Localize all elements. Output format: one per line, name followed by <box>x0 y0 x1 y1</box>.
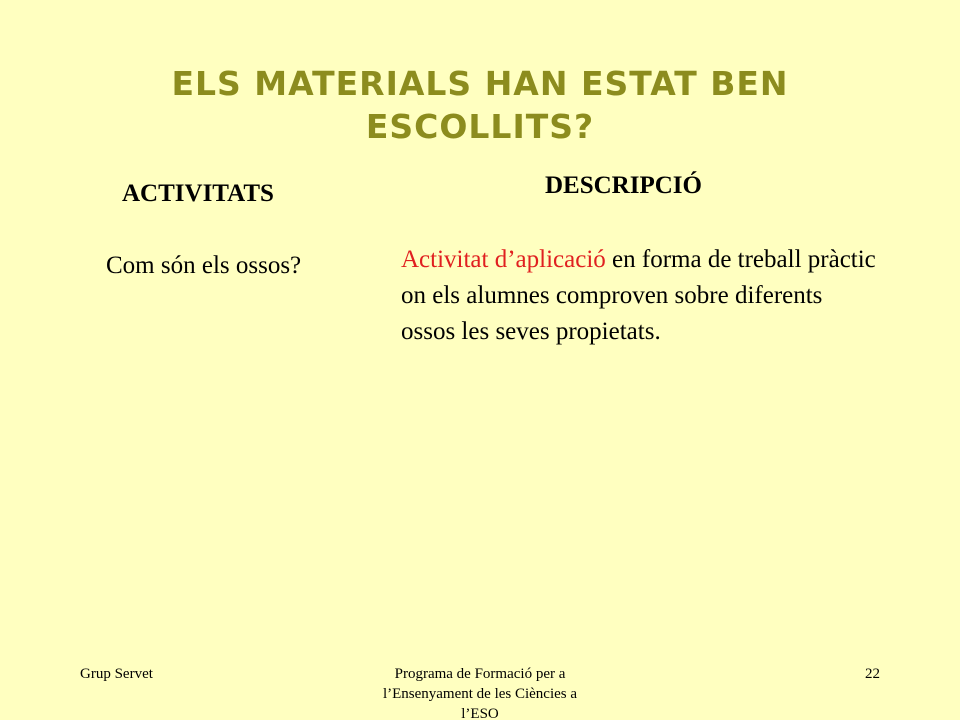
page-number: 22 <box>865 666 880 682</box>
footer-program-line-1: Programa de Formació per a <box>394 666 566 682</box>
activitats-heading: ACTIVITATS <box>122 180 274 207</box>
footer-program <box>340 664 620 720</box>
slide-title-line-2: ESCOLLITS? <box>365 107 595 146</box>
description-text: en forma de treball pràctic on els alumnes comproven sobre diferents ossos les seves propietats. <box>401 246 876 345</box>
slide-title <box>60 62 900 148</box>
footer-program-line-2: l’Ensenyament de les Ciències a <box>382 686 578 702</box>
footer-author: Grup Servet <box>80 666 153 682</box>
description-highlight: Activitat d’aplicació <box>401 246 606 273</box>
descripcio-heading: DESCRIPCIÓ <box>545 172 702 199</box>
slide-title-line-1: ELS MATERIALS HAN ESTAT BEN <box>171 64 789 103</box>
footer-program-line-3: l’ESO <box>461 706 499 720</box>
activity-description <box>401 242 881 350</box>
activity-name: Com són els ossos? <box>106 252 302 279</box>
